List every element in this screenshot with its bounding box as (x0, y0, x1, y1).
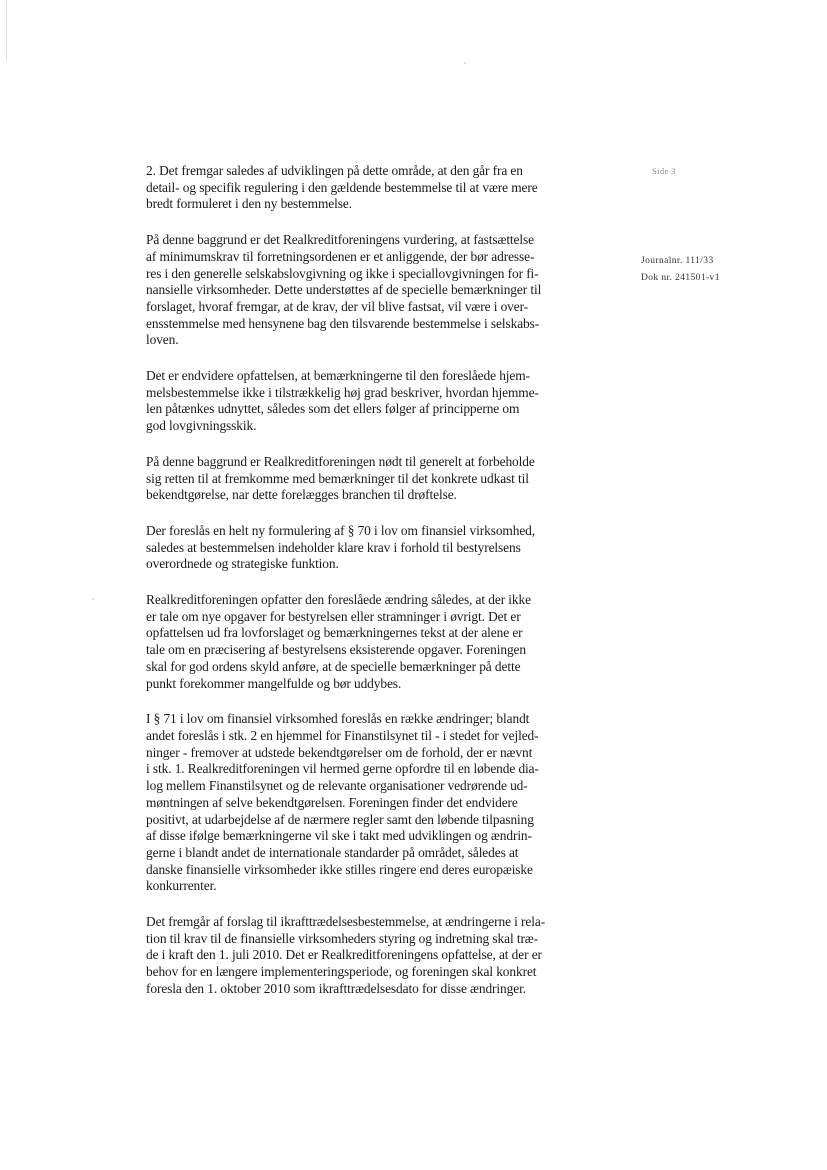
text-line: skal for god ordens skyld anføre, at de specielle bemærkninger på dette (146, 658, 521, 674)
text-line: møntningen af selve bekendtgørelsen. Foreningen finder det endvidere (146, 794, 518, 810)
text-line: bredt formuleret i den ny bestemmelse. (146, 196, 352, 212)
text-line: loven. (146, 332, 179, 348)
text-line: positivt, at udarbejdelse af de nærmere regler samt den løbende tilpasning (146, 811, 534, 827)
paragraph (146, 914, 608, 998)
text-line: tion til krav til de finansielle virksomheders styring og indretning skal træ- (146, 930, 538, 946)
text-line: overordnede og strategiske funktion. (146, 556, 339, 572)
text-line: tale om en præcisering af bestyrelsens eksisterende opgaver. Foreningen (146, 642, 526, 658)
text-line: bekendtgørelse, nar dette forelægges branchen til drøftelse. (146, 487, 457, 503)
text-line: af disse ifølge bemærkningerne vil ske i takt med udviklingen og ændrin- (146, 828, 532, 844)
text-line: i stk. 1. Realkreditforeningen vil hermed gerne opfordre til en løbende dia- (146, 761, 539, 777)
text-line: ensstemmelse med hensynene bag den tilsvarende bestemmelse i selskabs- (146, 315, 540, 331)
text-line: På denne baggrund er Realkreditforeningen nødt til generelt at forbeholde (146, 453, 535, 469)
text-line: de i kraft den 1. juli 2010. Det er Realkreditforeningens opfattelse, at der er (146, 947, 542, 963)
page-number-label: Side 3 (652, 166, 676, 176)
text-line: melsbestemmelse ikke i tilstrækkelig høj grad beskriver, hvordan hjemme- (146, 384, 539, 400)
text-line: er tale om nye opgaver for bestyrelsen eller stramninger i øvrigt. Det er (146, 608, 521, 624)
scan-edge-line (6, 0, 7, 60)
text-line: I § 71 i lov om finansiel virksomhed foreslås en række ændringer; blandt (146, 711, 530, 727)
text-line: len påtænkes udnyttet, således som det ellers følger af principperne om (146, 401, 520, 417)
text-line: nansielle virksomheder. Dette understøttes af de specielle bemærkninger til (146, 282, 542, 298)
text-line: god lovgivningsskik. (146, 418, 257, 434)
text-line: Realkreditforeningen opfatter den foreslåede ændring således, at der ikke (146, 592, 531, 608)
text-line: af minimumskrav til forretningsordenen er et anliggende, der bør adresse- (146, 248, 535, 264)
text-line: Det fremgår af forslag til ikrafttrædelsesbestemmelse, at ændringerne i rela- (146, 914, 546, 930)
text-line: opfattelsen ud fra lovforslaget og bemærkningernes tekst at der alene er (146, 625, 523, 641)
scan-speck (92, 598, 94, 600)
paragraph (146, 711, 608, 895)
text-line: danske finansielle virksomheder ikke stilles ringere end deres europæiske (146, 861, 533, 877)
paragraph (146, 163, 608, 213)
text-line: saledes at bestemmelsen indeholder klare krav i forhold til bestyrelsens (146, 539, 521, 555)
text-line: detail- og specifik regulering i den gældende bestemmelse til at være mere (146, 179, 538, 195)
document-number: Dok nr. 241501-v1 (641, 273, 720, 283)
text-line: Det er endvidere opfattelsen, at bemærkningerne til den foreslåede hjem- (146, 368, 530, 384)
text-line: På denne baggrund er det Realkreditforeningens vurdering, at fastsættelse (146, 232, 534, 248)
text-line: punkt forekommer mangelfulde og bør uddybes. (146, 675, 402, 691)
text-line: ninger - fremover at udstede bekendtgørelser om de forhold, der er nævnt (146, 744, 533, 760)
paragraph (146, 368, 608, 435)
text-line: log mellem Finanstilsynet og de relevante organisationer vedrørende ud- (146, 778, 528, 794)
text-line: gerne i blandt andet de internationale standarder på området, således at (146, 844, 519, 860)
journal-number: Journalnr. 111/33 (641, 256, 714, 266)
paragraph (146, 454, 608, 504)
text-line: res i den generelle selskabslovgivning og ikke i speciallovgivningen for fi- (146, 265, 539, 281)
scan-speck (464, 62, 466, 64)
text-line: konkurrenter. (146, 878, 217, 894)
paragraph (146, 523, 608, 573)
text-line: foresla den 1. oktober 2010 som ikrafttrædelsesdato for disse ændringer. (146, 980, 526, 996)
text-line: andet foreslås i stk. 2 en hjemmel for Finanstilsynet til - i stedet for vejled- (146, 727, 539, 743)
text-line: behov for en længere implementeringsperiode, og foreningen skal konkret (146, 964, 537, 980)
paragraph (146, 232, 608, 349)
text-line: sig retten til at fremkomme med bemærkninger til det konkrete udkast til (146, 470, 529, 486)
document-body (146, 163, 608, 1017)
text-line: Der foreslås en helt ny formulering af § 70 i lov om finansiel virksomhed, (146, 522, 536, 538)
paragraph (146, 592, 608, 692)
text-line: 2. Det fremgar saledes af udviklingen på dette område, at den går fra en (146, 163, 523, 178)
text-line: forslaget, hvoraf fremgar, at de krav, der vil blive fastsat, vil være i over- (146, 298, 529, 314)
